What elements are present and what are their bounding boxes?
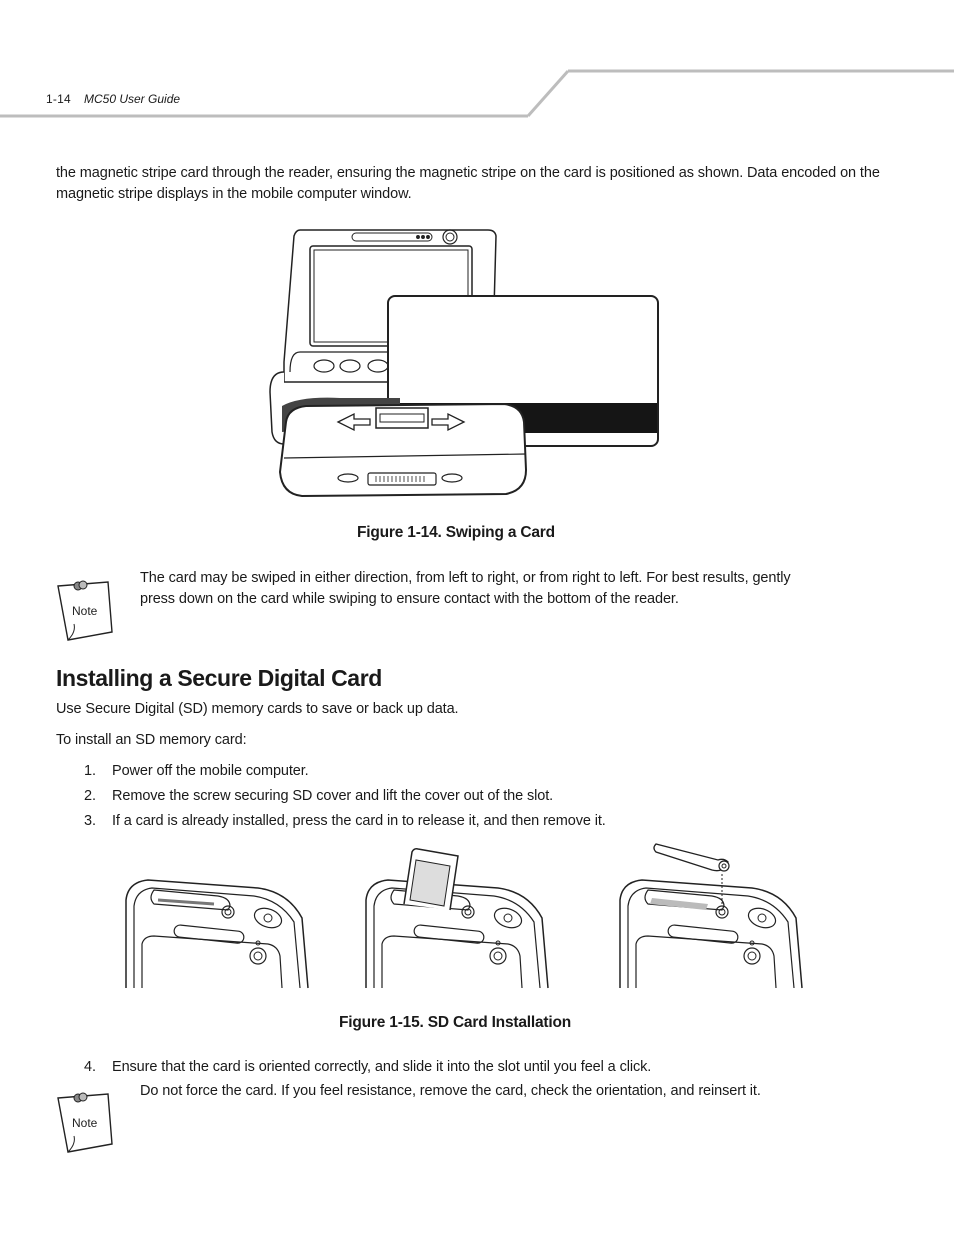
- step-text: Remove the screw securing SD cover and lift the cover out of the slot.: [112, 788, 554, 804]
- note-2-text: Do not force the card. If you feel resistance, remove the card, check the orientation, and reinsert it.: [140, 1083, 761, 1099]
- section-title: Installing a Secure Digital Card: [56, 665, 382, 691]
- note-icon: [54, 1090, 120, 1160]
- step-text: Ensure that the card is oriented correctly, and slide it into the slot until you feel a click.: [112, 1059, 652, 1075]
- step-number: 4.: [84, 1059, 96, 1075]
- document-title: MC50 User Guide: [84, 92, 181, 106]
- note-icon: [54, 578, 120, 648]
- note-1-text: The card may be swiped in either direction, from left to right, or from right to left. For best results, gently press down on the card while swiping to ensure contact with the bottom of the reader.: [140, 570, 791, 607]
- note-icon-label: Note: [72, 604, 98, 618]
- step-text: Power off the mobile computer.: [112, 763, 309, 779]
- section-intro: Use Secure Digital (SD) memory cards to save or back up data.: [56, 701, 459, 717]
- figure-15-caption: Figure 1-15. SD Card Installation: [339, 1014, 571, 1031]
- note-icon-label: Note: [72, 1116, 98, 1130]
- sd-card-installation-illustration: [118, 840, 818, 990]
- device-card-removal: [366, 849, 548, 988]
- device-with-card-installed: [126, 880, 308, 988]
- section-lead: To install an SD memory card:: [56, 732, 247, 748]
- card-swipe-illustration: [260, 222, 670, 502]
- sd-cover: [654, 844, 728, 871]
- intro-paragraph: the magnetic stripe card through the reader, ensuring the magnetic stripe on the card is positioned as shown. Data encoded on the magnetic stripe displays in the mobile computer window.: [56, 165, 880, 202]
- header-rule: [0, 0, 954, 130]
- step-number: 2.: [84, 788, 96, 804]
- step-number: 3.: [84, 813, 96, 829]
- step-text: If a card is already installed, press the card in to release it, and then remove it.: [112, 813, 606, 829]
- page-number: 1-14: [46, 92, 71, 106]
- figure-14-caption: Figure 1-14. Swiping a Card: [357, 524, 555, 541]
- device-cover-removed: [620, 844, 802, 988]
- step-number: 1.: [84, 763, 96, 779]
